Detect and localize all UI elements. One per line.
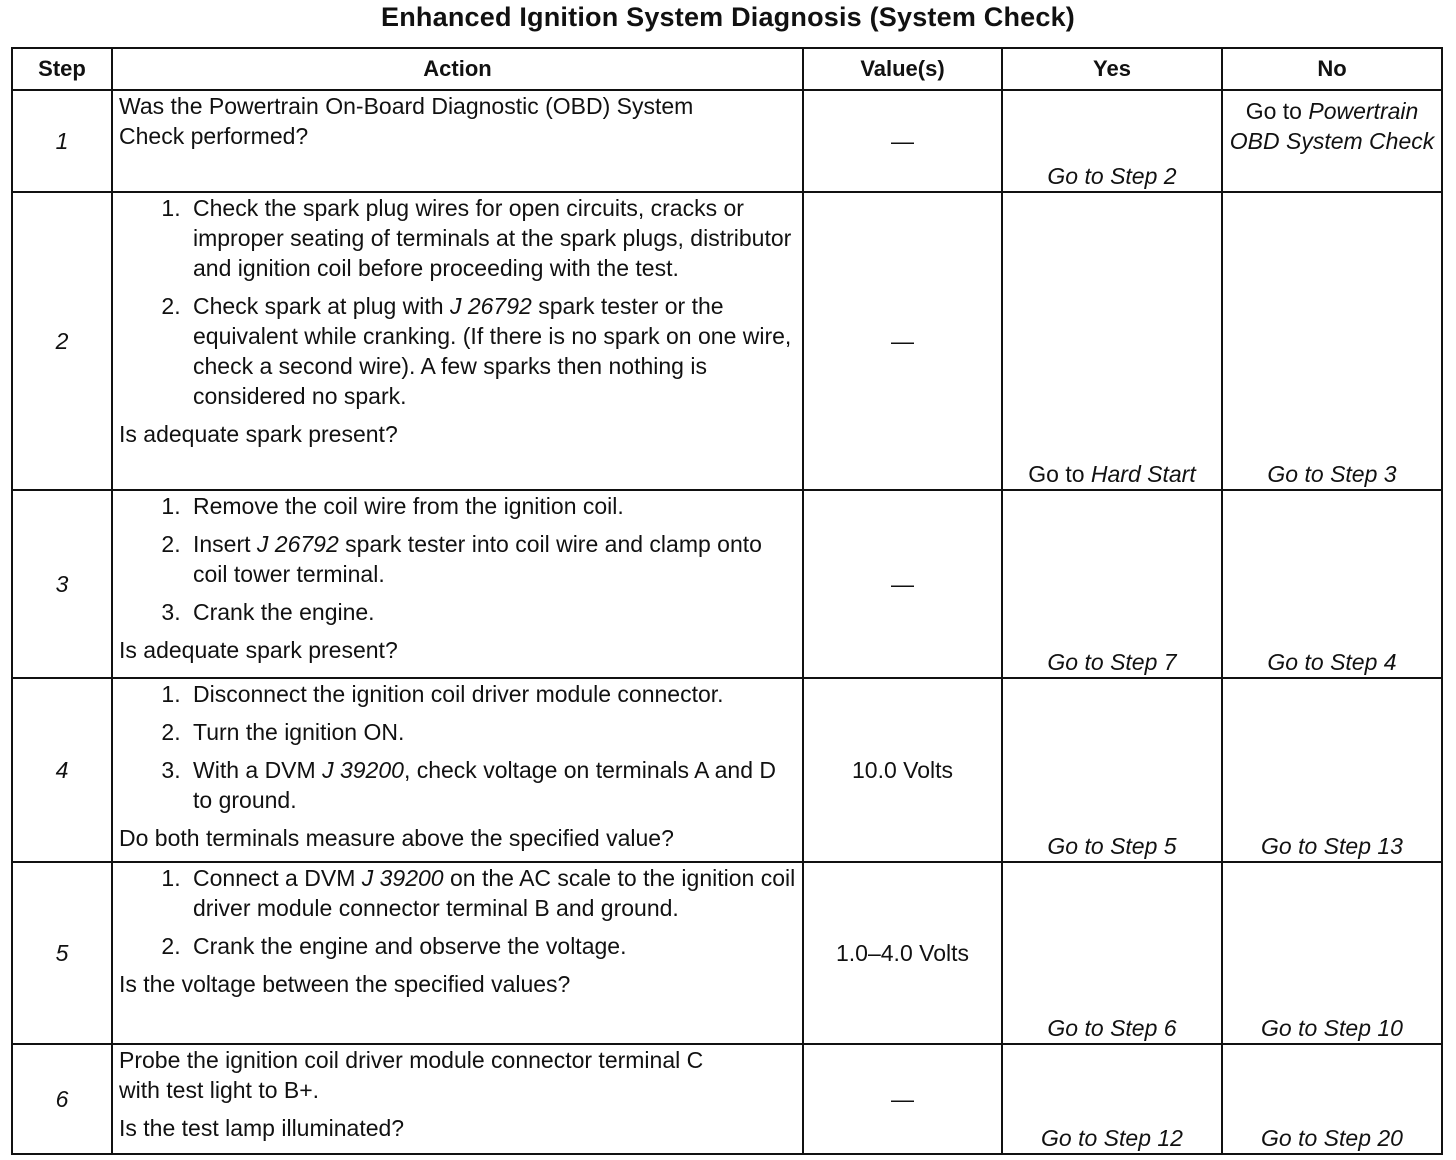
header-yes: Yes [1002, 48, 1222, 90]
action-question: Is the voltage between the specified values? [119, 971, 571, 997]
no-cell[interactable] [1222, 490, 1442, 678]
yes-link[interactable]: Go to Step 6 [1047, 1015, 1177, 1041]
action-cell [112, 862, 803, 1044]
action-text: Check performed? [119, 123, 309, 149]
value-cell: — [803, 490, 1002, 678]
no-cell[interactable] [1222, 862, 1442, 1044]
action-text: With a DVM [193, 757, 323, 783]
action-item [187, 717, 796, 747]
action-item [187, 679, 796, 709]
action-question: Is adequate spark present? [119, 637, 398, 663]
yes-cell[interactable] [1002, 90, 1222, 192]
no-link[interactable]: Go to Step 10 [1261, 1015, 1403, 1041]
action-text: Connect a DVM [193, 865, 362, 891]
action-text: Check the spark plug wires for open circuits, cracks or improper seating of terminals at the spark plugs, distributor and ignition coil before proceeding with the test. [193, 195, 792, 281]
value-cell: — [803, 1044, 1002, 1154]
table-row-step-4 [12, 678, 1442, 862]
tool-number: J 39200 [322, 757, 404, 783]
no-link[interactable]: Go to Step 3 [1267, 461, 1397, 487]
yes-cell[interactable] [1002, 490, 1222, 678]
action-text: with test light to B+. [119, 1077, 320, 1103]
action-question: Do both terminals measure above the specified value? [119, 825, 674, 851]
header-action: Action [112, 48, 803, 90]
action-list [119, 193, 796, 411]
action-text: Disconnect the ignition coil driver module connector. [193, 681, 724, 707]
no-link[interactable]: Powertrain OBD System Check [1229, 98, 1435, 154]
action-text: Insert [193, 531, 257, 557]
action-item [187, 755, 796, 815]
action-text: Remove the coil wire from the ignition coil. [193, 493, 624, 519]
value-cell: 1.0–4.0 Volts [803, 862, 1002, 1044]
action-list [119, 863, 796, 961]
diagnosis-table [11, 47, 1443, 1155]
page-title: Enhanced Ignition System Diagnosis (System Check) [381, 2, 1075, 32]
yes-link[interactable]: Go to Step 7 [1047, 649, 1177, 675]
value-cell: 10.0 Volts [803, 678, 1002, 862]
yes-text: Go to [1028, 461, 1091, 487]
step-number: 4 [12, 678, 112, 862]
action-cell [112, 678, 803, 862]
no-text: Go to [1245, 98, 1309, 124]
header-no: No [1222, 48, 1442, 90]
action-text: , check voltage on terminals A and D to ground. [193, 757, 776, 813]
no-link[interactable]: Go to Step 13 [1261, 833, 1403, 859]
table-row-step-6 [12, 1044, 1442, 1154]
action-item [187, 491, 796, 521]
action-text: Probe the ignition coil driver module connector terminal C [119, 1047, 704, 1073]
header-value: Value(s) [803, 48, 1002, 90]
yes-cell[interactable] [1002, 862, 1222, 1044]
action-item [187, 529, 796, 589]
step-number: 6 [12, 1044, 112, 1154]
yes-cell[interactable] [1002, 678, 1222, 862]
step-number: 2 [12, 192, 112, 490]
yes-link[interactable]: Hard Start [1090, 461, 1196, 487]
tool-number: J 26792 [256, 531, 339, 557]
no-cell[interactable] [1222, 1044, 1442, 1154]
header-row [12, 48, 1442, 90]
action-item [187, 291, 796, 411]
yes-cell[interactable] [1002, 192, 1222, 490]
action-item [187, 863, 796, 923]
table-row-step-1 [12, 90, 1442, 192]
action-cell [112, 192, 803, 490]
yes-link[interactable]: Go to Step 5 [1047, 833, 1177, 859]
action-item [187, 597, 796, 627]
yes-link[interactable]: Go to Step 2 [1047, 163, 1177, 189]
step-number: 1 [12, 90, 112, 192]
no-cell[interactable] [1222, 90, 1442, 192]
action-question: Is the test lamp illuminated? [119, 1115, 405, 1141]
no-link[interactable]: Go to Step 20 [1261, 1125, 1403, 1151]
value-cell: — [803, 192, 1002, 490]
no-cell[interactable] [1222, 192, 1442, 490]
no-link[interactable]: Go to Step 4 [1267, 649, 1397, 675]
yes-cell[interactable] [1002, 1044, 1222, 1154]
action-question: Is adequate spark present? [119, 421, 398, 447]
action-text: Crank the engine. [193, 599, 375, 625]
action-cell [112, 1044, 803, 1154]
tool-number: J 39200 [361, 865, 444, 891]
action-text: Check spark at plug with [193, 293, 450, 319]
action-list [119, 679, 796, 815]
header-step: Step [12, 48, 112, 90]
step-number: 3 [12, 490, 112, 678]
action-item [187, 193, 796, 283]
value-cell: — [803, 90, 1002, 192]
action-text: on the AC scale to the ignition coil driver module connector terminal B and ground. [193, 865, 796, 921]
yes-link[interactable]: Go to Step 12 [1041, 1125, 1183, 1151]
table-row-step-3 [12, 490, 1442, 678]
table-row-step-2 [12, 192, 1442, 490]
action-cell [112, 490, 803, 678]
action-text: spark tester into coil wire and clamp onto coil tower terminal. [193, 531, 762, 587]
tool-number: J 26792 [449, 293, 532, 319]
action-list [119, 491, 796, 627]
action-text: Turn the ignition ON. [193, 719, 405, 745]
step-number: 5 [12, 862, 112, 1044]
action-text: Crank the engine and observe the voltage. [193, 933, 627, 959]
action-item [187, 931, 796, 961]
action-text: spark tester or the equivalent while cranking. (If there is no spark on one wire, check a second wire). A few sparks then nothing is considered no spark. [193, 293, 792, 409]
action-text: Was the Powertrain On-Board Diagnostic (OBD) System [119, 93, 694, 119]
no-cell[interactable] [1222, 678, 1442, 862]
action-cell [112, 90, 803, 192]
table-row-step-5 [12, 862, 1442, 1044]
